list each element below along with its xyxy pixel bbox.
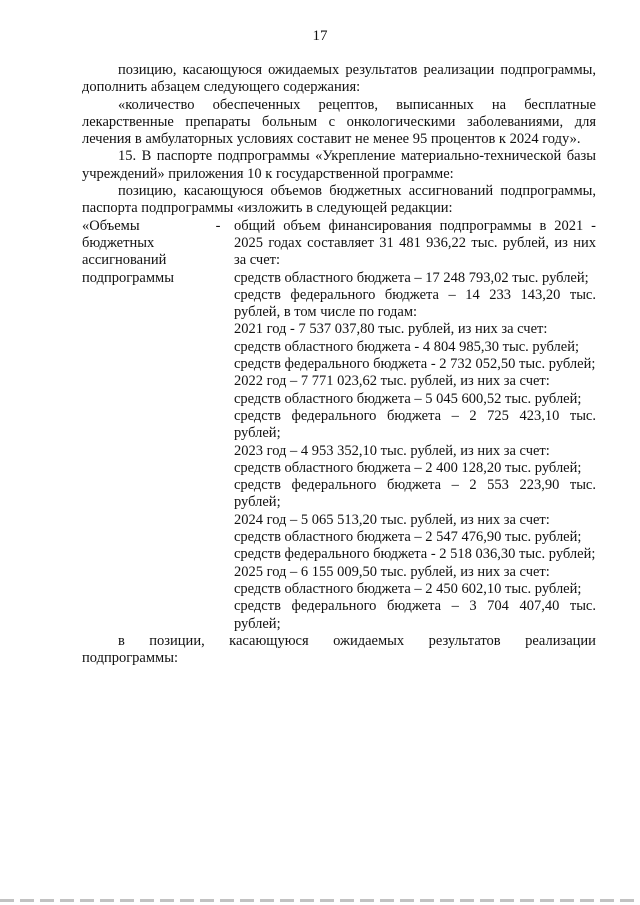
closing-word: реализации xyxy=(525,632,596,649)
funding-line: средств областного бюджета – 17 248 793,02 тыс. рублей; xyxy=(234,269,589,286)
funding-line: средств областного бюджета – 2 400 128,20 тыс. рублей; xyxy=(234,459,582,476)
funding-line: 2022 год – 7 771 023,62 тыс. рублей, из них за счет: xyxy=(234,373,550,390)
closing-word: позиции, xyxy=(149,632,205,649)
funding-line: 2021 год - 7 537 037,80 тыс. рублей, из них за счет: xyxy=(234,321,548,338)
funding-label: «Объемы бюджетных ассигнований подпрограммы xyxy=(82,217,174,286)
funding-line: 2024 год – 5 065 513,20 тыс. рублей, из них за счет: xyxy=(234,511,550,528)
funding-line: средств федерального бюджета – 3 704 407,40 тыс. рублей; xyxy=(234,598,596,632)
page-number: 17 xyxy=(312,28,328,44)
paragraph-2: «количество обеспеченных рецептов, выписанных на бесплатные лекарственные препараты больным с онкологическими заболеваниями, для лечения в амбулаторных условиях составит не менее 95 процентов к 2024 году». xyxy=(82,96,596,148)
funding-line: средств федерального бюджета - 2 732 052,50 тыс. рублей; xyxy=(234,356,596,373)
funding-line: средств федерального бюджета – 14 233 143,20 тыс. рублей, в том числе по годам: xyxy=(234,286,596,321)
funding-table xyxy=(82,218,596,633)
funding-line: средств федерального бюджета – 2 725 423,10 тыс. рублей; xyxy=(234,407,596,442)
funding-line: средств федерального бюджета – 2 553 223,90 тыс. рублей; xyxy=(234,477,596,511)
paragraph-4: позицию, касающуюся объемов бюджетных ассигнований подпрограммы, паспорта подпрограммы «изложить в следующей редакции: xyxy=(82,183,596,217)
funding-line: 2023 год – 4 953 352,10 тыс. рублей, из них за счет: xyxy=(234,442,550,459)
funding-line: средств областного бюджета - 4 804 985,30 тыс. рублей; xyxy=(234,338,579,355)
paragraph-1: позицию, касающуюся ожидаемых результатов реализации подпрограммы, дополнить абзацем следующего содержания: xyxy=(82,62,596,96)
scan-edge-marks xyxy=(0,899,640,902)
closing-word: касающуюся xyxy=(229,632,309,649)
closing-line-1 xyxy=(118,633,596,650)
body-text xyxy=(82,62,596,667)
funding-line: средств областного бюджета – 2 547 476,90 тыс. рублей; xyxy=(234,529,582,546)
closing-word: ожидаемых xyxy=(333,632,405,649)
closing-line-2: подпрограммы: xyxy=(82,650,178,667)
closing-word: в xyxy=(118,632,125,649)
funding-dash: - xyxy=(215,217,221,234)
funding-values xyxy=(234,218,596,633)
closing-word: результатов xyxy=(428,632,501,649)
funding-line: средств областного бюджета – 2 450 602,10 тыс. рублей; xyxy=(234,580,582,597)
funding-line: 2025 год – 6 155 009,50 тыс. рублей, из них за счет: xyxy=(234,563,550,580)
funding-line: средств федерального бюджета - 2 518 036,30 тыс. рублей; xyxy=(234,546,596,563)
funding-line: средств областного бюджета – 5 045 600,52 тыс. рублей; xyxy=(234,390,582,407)
funding-line: общий объем финансирования подпрограммы в 2021 - 2025 годах составляет 31 481 936,22 тыс. рублей, из них за счет: xyxy=(234,217,596,269)
paragraph-3: 15. В паспорте подпрограммы «Укрепление материально-технической базы учреждений» приложения 10 к государственной программе: xyxy=(82,148,596,182)
